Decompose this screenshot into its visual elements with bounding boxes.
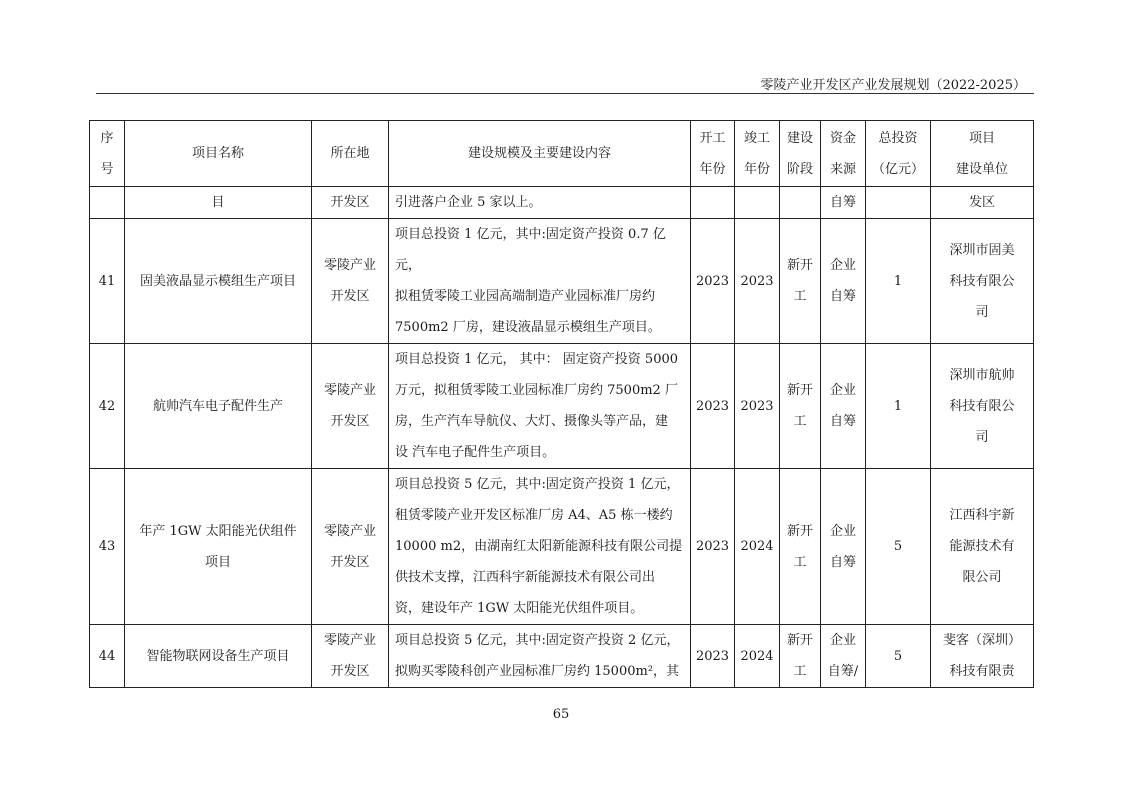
cell-line: 拟租赁零陵工业园高端制造产业园标准厂房约 <box>395 289 656 304</box>
cell-line: 供技术支撑，江西科宇新能源技术有限公司出 <box>395 570 656 585</box>
cell-no: 41 <box>90 219 125 344</box>
cell-line <box>783 187 817 218</box>
cell-line: 自筹/ <box>827 664 859 679</box>
cell-line: 新开 <box>786 633 813 648</box>
cell-line: 开发区 <box>330 289 370 304</box>
cell-line: 斐客（深圳） <box>942 633 1021 648</box>
cell-line: 7500m2 厂房，建设液晶显示模组生产项目。 <box>395 320 661 335</box>
col-header-investment <box>866 121 931 187</box>
cell-line: 阶段 <box>786 161 813 177</box>
running-header: 零陵产业开发区产业发展规划（2022-2025） <box>760 78 1026 93</box>
cell-line: 限公司 <box>962 570 1002 585</box>
cell-line: 固美液晶显示模组生产项目 <box>139 273 296 289</box>
cell-end-year: 2023 <box>735 219 780 344</box>
table-header-row <box>90 121 1034 187</box>
col-header-end-year <box>735 121 780 187</box>
cell-line: 科技有限公 <box>949 273 1015 289</box>
cell-line: 房，生产汽车导航仪、大灯、摄像头等产品，建 <box>395 414 669 429</box>
cell-line: 发区 <box>968 195 995 210</box>
table-body <box>90 187 1034 688</box>
table-row <box>90 344 1034 469</box>
project-table <box>89 120 1034 688</box>
cell-location <box>312 187 389 219</box>
cell-investment <box>866 187 931 219</box>
cell-line: 开发区 <box>330 195 370 210</box>
cell-line: 项目 <box>968 130 995 146</box>
cell-line: 序 <box>100 130 114 146</box>
cell-start-year: 2023 <box>691 219 735 344</box>
col-header-funding <box>821 121 866 187</box>
cell-investment: 1 <box>866 344 931 469</box>
cell-start-year <box>691 187 735 219</box>
cell-line: 零陵产业 <box>323 633 376 648</box>
cell-line: 所在地 <box>330 146 370 161</box>
cell-funding <box>821 344 866 469</box>
cell-location <box>312 469 389 625</box>
cell-line: 企业 <box>829 633 856 648</box>
cell-line: 深圳市固美 <box>949 242 1015 258</box>
cell-location <box>312 344 389 469</box>
cell-line: 拟购买零陵科创产业园标准厂房约 15000m²，其 <box>395 664 680 679</box>
table-row <box>90 469 1034 625</box>
header-rule <box>96 93 1034 94</box>
cell-content <box>389 625 691 688</box>
cell-line: 自筹 <box>829 554 856 570</box>
col-header-name <box>125 121 312 187</box>
cell-line: 年产 1GW 太阳能光伏组件 <box>139 523 297 539</box>
col-header-no <box>90 121 125 187</box>
cell-line: 总投资 <box>878 130 918 146</box>
cell-line: 号 <box>100 161 114 177</box>
cell-line: 新开 <box>786 383 813 398</box>
cell-start-year: 2023 <box>691 344 735 469</box>
cell-funding <box>821 219 866 344</box>
col-header-location <box>312 121 389 187</box>
cell-start-year: 2023 <box>691 469 735 625</box>
cell-line: 科技有限公 <box>949 398 1015 414</box>
cell-line: 企业 <box>829 383 856 398</box>
cell-line: 建设 <box>786 130 813 146</box>
cell-unit <box>931 187 1034 219</box>
cell-line: 司 <box>975 304 989 320</box>
cell-line: 零陵产业 <box>323 383 376 398</box>
cell-line: 设 汽车电子配件生产项目。 <box>395 445 556 460</box>
cell-name <box>125 187 312 219</box>
cell-line: 深圳市航帅 <box>949 367 1015 383</box>
cell-line: 科技有限责 <box>949 664 1015 679</box>
cell-line: 新开 <box>786 523 813 539</box>
table-row <box>90 625 1034 688</box>
cell-stage <box>780 219 821 344</box>
cell-line: 开工 <box>699 130 726 146</box>
page-number: 65 <box>552 707 570 722</box>
cell-line: 资，建设年产 1GW 太阳能光伏组件项目。 <box>395 601 644 616</box>
cell-line: 工 <box>793 289 807 304</box>
cell-line: 目 <box>211 195 225 210</box>
table-row <box>90 219 1034 344</box>
cell-line: 司 <box>975 429 989 445</box>
cell-unit <box>931 469 1034 625</box>
cell-content <box>389 469 691 625</box>
cell-line: 年份 <box>699 161 726 177</box>
cell-line: 万元，拟租赁零陵工业园标准厂房约 7500m2 厂 <box>395 383 678 398</box>
cell-name <box>125 625 312 688</box>
cell-line: 企业 <box>829 523 856 539</box>
cell-line: 工 <box>793 554 807 570</box>
cell-line: 开发区 <box>330 664 370 679</box>
cell-unit <box>931 344 1034 469</box>
cell-line: 竣工 <box>743 130 770 146</box>
table-row <box>90 187 1034 219</box>
cell-stage <box>780 344 821 469</box>
cell-line: 江西科宇新 <box>949 508 1015 523</box>
cell-end-year: 2023 <box>735 344 780 469</box>
cell-line: 租赁零陵产业开发区标准厂房 A4、A5 栋一楼约 <box>395 508 673 523</box>
cell-line: 建设规模及主要建设内容 <box>467 146 611 161</box>
cell-line: 零陵产业 <box>323 258 376 273</box>
cell-no <box>90 187 125 219</box>
cell-name <box>125 344 312 469</box>
col-header-content <box>389 121 691 187</box>
cell-content <box>389 344 691 469</box>
cell-investment: 5 <box>866 469 931 625</box>
cell-line: 自筹 <box>829 414 856 429</box>
cell-stage <box>780 187 821 219</box>
cell-end-year: 2024 <box>735 625 780 688</box>
cell-end-year: 2024 <box>735 469 780 625</box>
col-header-start-year <box>691 121 735 187</box>
cell-no: 44 <box>90 625 125 688</box>
cell-line: 能源技术有 <box>949 539 1015 554</box>
cell-line: 项目总投资 5 亿元，其中:固定资产投资 1 亿元， <box>395 477 680 492</box>
cell-content <box>389 187 691 219</box>
cell-line: 智能物联网设备生产项目 <box>146 648 290 664</box>
cell-line: 企业 <box>829 258 856 273</box>
cell-line: 来源 <box>829 161 856 177</box>
cell-location <box>312 219 389 344</box>
cell-location <box>312 625 389 688</box>
cell-unit <box>931 625 1034 688</box>
cell-funding <box>821 625 866 688</box>
cell-investment: 1 <box>866 219 931 344</box>
cell-investment: 5 <box>866 625 931 688</box>
cell-line: 引进落户企业 5 家以上。 <box>395 195 542 210</box>
cell-line: 年份 <box>743 161 770 177</box>
cell-no: 43 <box>90 469 125 625</box>
cell-line: 自筹 <box>829 289 856 304</box>
cell-line: 开发区 <box>330 414 370 429</box>
cell-line: 新开 <box>786 258 813 273</box>
cell-unit <box>931 219 1034 344</box>
cell-line: 项目名称 <box>191 146 244 161</box>
cell-stage <box>780 625 821 688</box>
cell-line: 项目总投资 5 亿元，其中:固定资产投资 2 亿元， <box>395 633 680 648</box>
cell-line: 工 <box>793 414 807 429</box>
cell-line: 项目 <box>204 554 231 570</box>
cell-funding <box>821 469 866 625</box>
cell-no: 42 <box>90 344 125 469</box>
cell-stage <box>780 469 821 625</box>
cell-line: 航帅汽车电子配件生产 <box>152 398 283 414</box>
cell-line: 建设单位 <box>955 161 1008 177</box>
cell-line: 开发区 <box>330 554 370 570</box>
cell-line: 项目总投资 1 亿元， 其中： 固定资产投资 5000 <box>395 352 679 367</box>
cell-line: （亿元） <box>871 161 924 177</box>
cell-end-year <box>735 187 780 219</box>
cell-start-year: 2023 <box>691 625 735 688</box>
cell-content <box>389 219 691 344</box>
cell-line: 10000 m2，由湖南红太阳新能源科技有限公司提 <box>395 539 683 554</box>
cell-line: 工 <box>793 664 807 679</box>
col-header-stage <box>780 121 821 187</box>
cell-funding <box>821 187 866 219</box>
cell-line: 资金 <box>829 130 856 146</box>
cell-name <box>125 469 312 625</box>
cell-line: 自筹 <box>829 195 856 210</box>
col-header-unit <box>931 121 1034 187</box>
cell-name <box>125 219 312 344</box>
cell-line: 零陵产业 <box>323 523 376 539</box>
cell-line: 项目总投资 1 亿元，其中:固定资产投资 0.7 亿元， <box>395 227 666 273</box>
